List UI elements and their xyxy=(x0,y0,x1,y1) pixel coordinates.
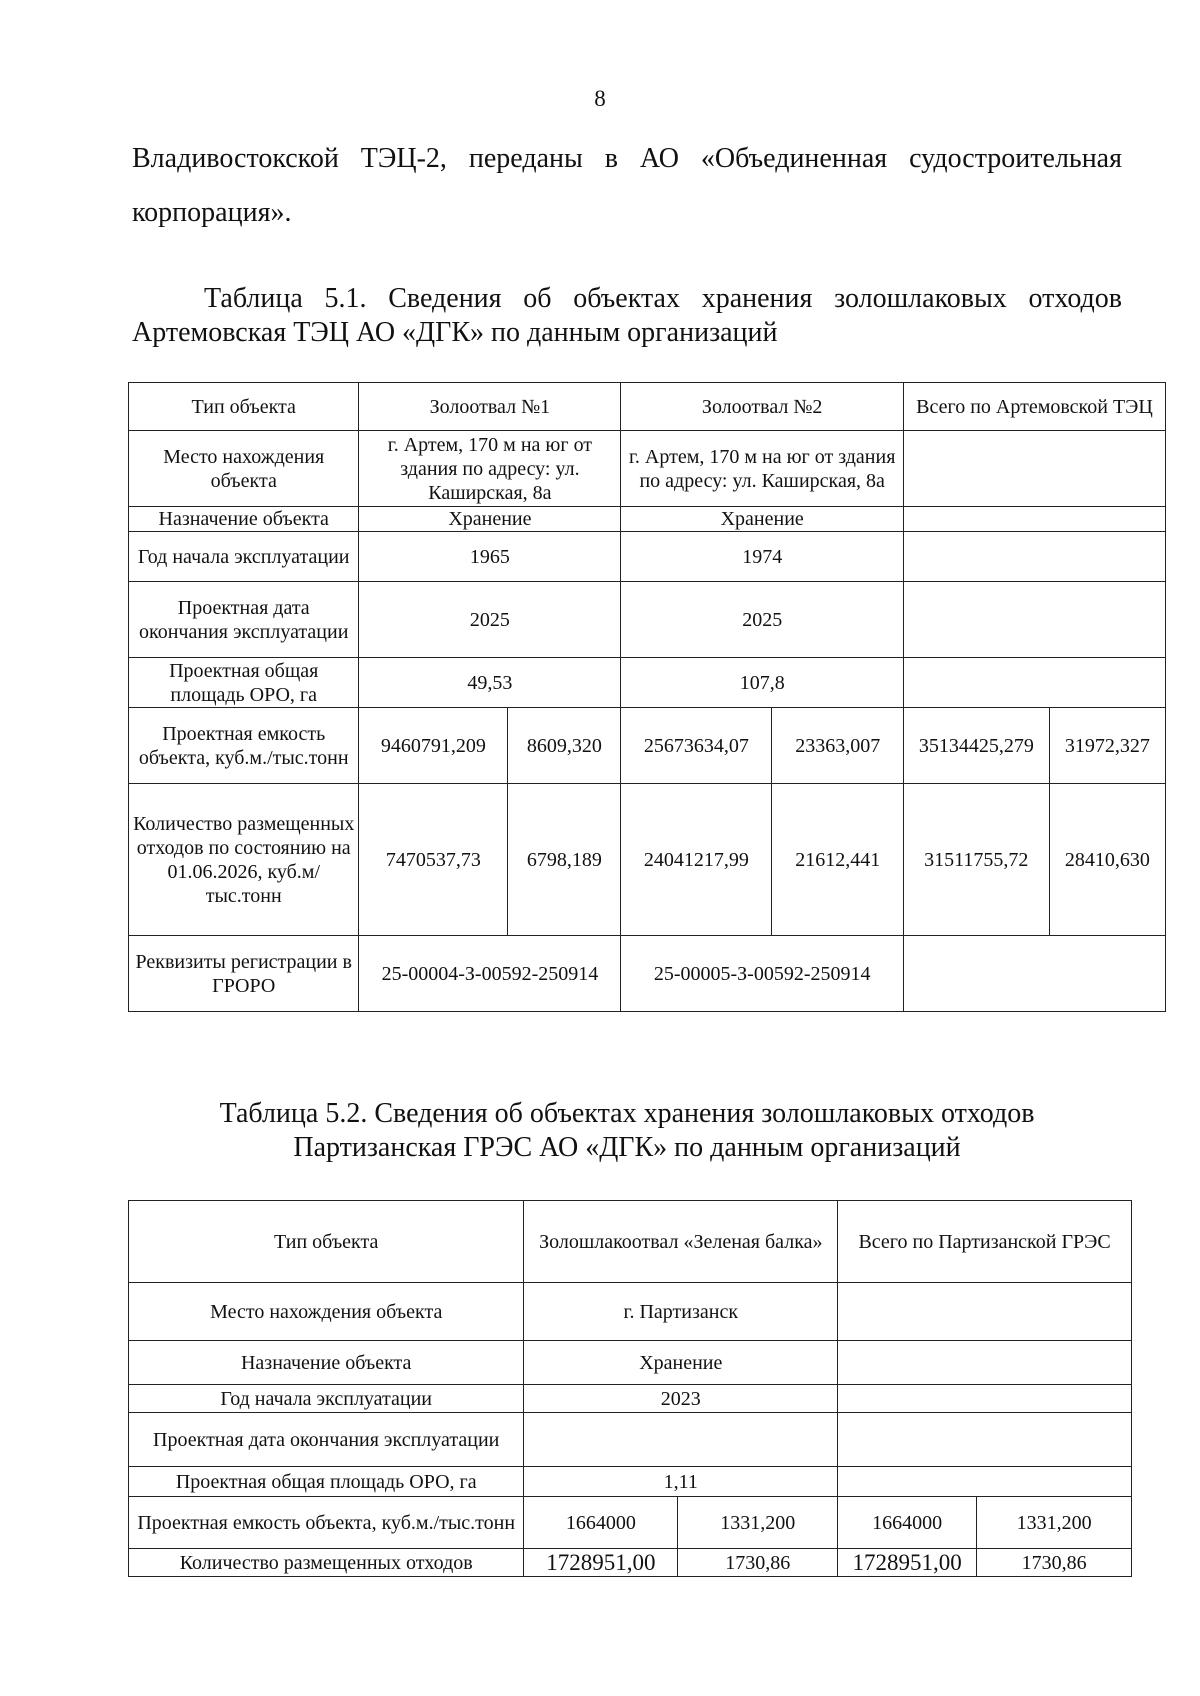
cell xyxy=(838,1283,1132,1341)
header-col2: Золоотвал №2 xyxy=(621,383,904,431)
cell: 49,53 xyxy=(359,658,621,708)
cell xyxy=(903,431,1165,507)
table1-caption-line-1: Таблица 5.1. Сведения об объектах хранения золошлаковых отходов xyxy=(204,283,1122,314)
cell: г. Партизанск xyxy=(524,1283,838,1341)
row-label: Год начала эксплуатации xyxy=(129,532,359,582)
row-label: Год начала эксплуатации xyxy=(129,1385,524,1413)
row-label: Проектная емкость объекта, куб.м./тыс.тонн xyxy=(129,708,359,784)
row-label: Назначение объекта xyxy=(129,507,359,532)
cell: 1664000 xyxy=(838,1497,977,1549)
table-row xyxy=(129,1413,1132,1467)
cell: 1,11 xyxy=(524,1467,838,1497)
row-label: Проектная дата окончания эксплуатации xyxy=(129,582,359,658)
table-partizanskaya xyxy=(128,1200,1132,1577)
cell: 1331,200 xyxy=(678,1497,838,1549)
table-row xyxy=(129,1385,1132,1413)
cell: 2023 xyxy=(524,1385,838,1413)
row-label: Место нахождения объекта xyxy=(129,1283,524,1341)
table2-caption xyxy=(132,1097,1122,1165)
table-row xyxy=(129,1283,1132,1341)
cell: 1974 xyxy=(621,532,904,582)
cell: 8609,320 xyxy=(508,708,621,784)
cell: 9460791,209 xyxy=(359,708,508,784)
table-row xyxy=(129,936,1166,1012)
row-label: Количество размещенных отходов xyxy=(129,1549,524,1577)
cell xyxy=(524,1413,838,1467)
header-col1: Золоотвал №1 xyxy=(359,383,621,431)
cell xyxy=(838,1413,1132,1467)
header-col1: Золошлакоотвал «Зеленая балка» xyxy=(524,1201,838,1283)
cell: 35134425,279 xyxy=(903,708,1049,784)
cell: 25-00004-З-00592-250914 xyxy=(359,936,621,1012)
cell xyxy=(903,936,1165,1012)
table1-caption xyxy=(132,282,1122,350)
cell: г. Артем, 170 м на юг от здания по адресу: ул. Каширская, 8а xyxy=(621,431,904,507)
cell: 107,8 xyxy=(621,658,904,708)
cell: г. Артем, 170 м на юг от здания по адресу: ул. Каширская, 8а xyxy=(359,431,621,507)
cell xyxy=(838,1467,1132,1497)
row-label: Проектная дата окончания эксплуатации xyxy=(129,1413,524,1467)
intro-paragraph xyxy=(132,132,1122,240)
cell: 21612,441 xyxy=(772,784,904,936)
cell: 31972,327 xyxy=(1049,708,1165,784)
table-row xyxy=(129,532,1166,582)
cell: 1965 xyxy=(359,532,621,582)
header-type: Тип объекта xyxy=(129,1201,524,1283)
cell xyxy=(903,658,1165,708)
cell: 2025 xyxy=(621,582,904,658)
header-col3: Всего по Артемовской ТЭЦ xyxy=(903,383,1165,431)
cell: 23363,007 xyxy=(772,708,904,784)
cell: 1730,86 xyxy=(977,1549,1132,1577)
cell: 1730,86 xyxy=(678,1549,838,1577)
row-label: Проектная общая площадь ОРО, га xyxy=(129,1467,524,1497)
table-row xyxy=(129,507,1166,532)
cell: 1331,200 xyxy=(977,1497,1132,1549)
table2-caption-line-2: Партизанская ГРЭС АО «ДГК» по данным организаций xyxy=(293,1132,961,1163)
intro-line-2: корпорация». xyxy=(132,197,292,228)
cell xyxy=(838,1385,1132,1413)
table-row xyxy=(129,582,1166,658)
table-row xyxy=(129,658,1166,708)
cell xyxy=(903,582,1165,658)
intro-line-1: Владивостокской ТЭЦ-2, переданы в АО «Объединенная судостроительная xyxy=(132,143,1122,174)
cell: Хранение xyxy=(359,507,621,532)
row-label: Реквизиты регистрации в ГРОРО xyxy=(129,936,359,1012)
cell: 1664000 xyxy=(524,1497,678,1549)
cell: 2025 xyxy=(359,582,621,658)
header-type: Тип объекта xyxy=(129,383,359,431)
row-label: Проектная емкость объекта, куб.м./тыс.тонн xyxy=(129,1497,524,1549)
table-row xyxy=(129,1497,1132,1549)
table1-caption-line-2: Артемовская ТЭЦ АО «ДГК» по данным организаций xyxy=(132,317,778,348)
row-label: Место нахождения объекта xyxy=(129,431,359,507)
header-col2: Всего по Партизанской ГРЭС xyxy=(838,1201,1132,1283)
cell: 1728951,00 xyxy=(524,1549,678,1577)
cell: 24041217,99 xyxy=(621,784,772,936)
cell: 1728951,00 xyxy=(838,1549,977,1577)
table-artemovskaya xyxy=(128,382,1166,1012)
cell xyxy=(838,1341,1132,1385)
cell: 6798,189 xyxy=(508,784,621,936)
row-label: Проектная общая площадь ОРО, га xyxy=(129,658,359,708)
row-label: Назначение объекта xyxy=(129,1341,524,1385)
table-row xyxy=(129,431,1166,507)
table-row xyxy=(129,708,1166,784)
cell: 7470537,73 xyxy=(359,784,508,936)
table-row xyxy=(129,1549,1132,1577)
table2-caption-line-1: Таблица 5.2. Сведения об объектах хранения золошлаковых отходов xyxy=(219,1098,1035,1129)
cell xyxy=(903,507,1165,532)
cell: 28410,630 xyxy=(1049,784,1165,936)
cell: 31511755,72 xyxy=(903,784,1049,936)
cell: 25-00005-З-00592-250914 xyxy=(621,936,904,1012)
row-label: Количество размещенных отходов по состоянию на 01.06.2026, куб.м/тыс.тонн xyxy=(129,784,359,936)
cell: Хранение xyxy=(524,1341,838,1385)
cell xyxy=(903,532,1165,582)
table-header-row xyxy=(129,1201,1132,1283)
table-row xyxy=(129,784,1166,936)
table-header-row xyxy=(129,383,1166,431)
cell: 25673634,07 xyxy=(621,708,772,784)
cell: Хранение xyxy=(621,507,904,532)
page-number: 8 xyxy=(594,86,606,111)
table-row xyxy=(129,1467,1132,1497)
table-row xyxy=(129,1341,1132,1385)
